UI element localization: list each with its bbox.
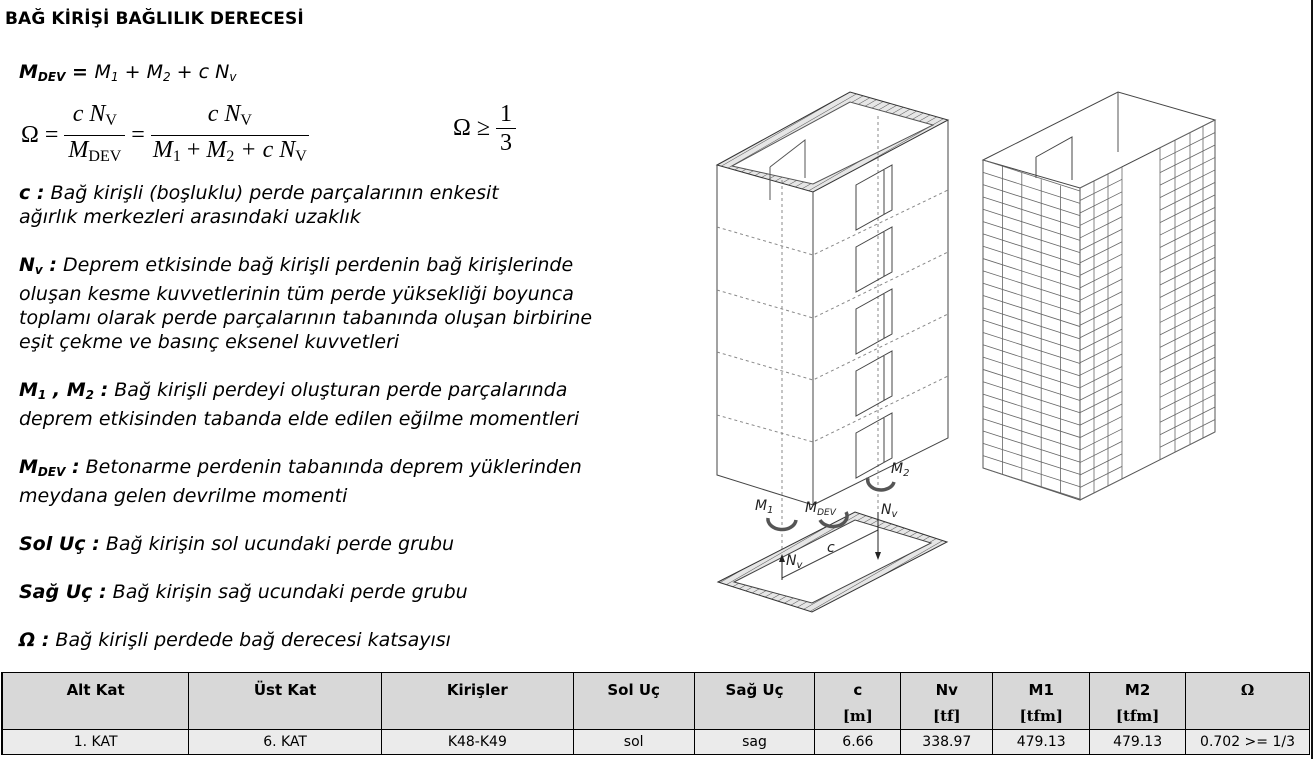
formula-omega-condition: Ω ≥ $\frac{1}{3}$ xyxy=(453,100,516,157)
facade-grid-line xyxy=(1080,454,1122,475)
facade-grid-line xyxy=(1080,192,1122,213)
fraction-1: $\frac{c N_V}{M_{DEV}}$ xyxy=(64,100,125,171)
facade-grid-line xyxy=(1160,232,1215,260)
facade-grid-line xyxy=(1160,270,1215,298)
fraction-2: $\frac{c N_V}{M_1 + M_2 + c N_V}$ xyxy=(151,100,309,171)
facade-grid-line xyxy=(1080,354,1122,375)
facade-grid-line xyxy=(1080,279,1122,300)
facade-grid-line xyxy=(983,185,1080,216)
facade-grid-line xyxy=(1160,407,1215,435)
facade-grid-line xyxy=(1080,292,1122,313)
cell-sol-uc: sol xyxy=(573,730,694,755)
cell-m1: 479.13 xyxy=(993,730,1090,755)
facade-grid-line xyxy=(983,431,1080,462)
cell-ust-kat: 6. KAT xyxy=(189,730,382,755)
facade-grid-line xyxy=(1160,170,1215,198)
header-ust-kat: Üst Kat xyxy=(189,673,382,730)
header-m1: M1 [tfm] xyxy=(993,673,1090,730)
facade-grid-line xyxy=(983,320,1080,351)
cell-c: 6.66 xyxy=(815,730,901,755)
facade-grid-line xyxy=(983,197,1080,228)
formula-mdev: $M_{DEV} = M_1 + M_2 + c$ $N_v$ xyxy=(19,61,237,84)
facade-grid-line xyxy=(1160,395,1215,423)
label-m2: $M_2$ xyxy=(891,461,910,479)
facade-grid-line xyxy=(1080,329,1122,350)
facade-grid-line xyxy=(1080,342,1122,363)
facade-grid-line xyxy=(983,443,1080,474)
facade-grid-line xyxy=(1160,195,1215,223)
header-sol-uc: Sol Uç xyxy=(573,673,694,730)
facade-grid-line xyxy=(1160,282,1215,310)
definition-sol-uc: Sol Uç : Bağ kirişin sol ucundaki perde grubu xyxy=(19,533,455,555)
facade-grid-line xyxy=(1160,382,1215,410)
definition-m1-m2: $M_1$ , $M_2$ : Bağ kirişli perdeyi oluşturan perde parçalarında deprem etkisinden tabanda elde edilen eğilme momentleri xyxy=(19,379,580,430)
facade-grid-line xyxy=(983,419,1080,450)
facade-grid-line xyxy=(983,308,1080,339)
facade-grid-line xyxy=(983,222,1080,253)
header-nv: Nv [tf] xyxy=(901,673,993,730)
header-kirisler: Kirişler xyxy=(381,673,573,730)
left-building-drawing xyxy=(717,92,948,612)
formula-mdev-eq: = xyxy=(65,61,95,83)
facade-grid-line xyxy=(983,369,1080,400)
label-mdev: $M_{DEV}$ xyxy=(805,500,836,518)
facade-grid-line xyxy=(983,332,1080,363)
cell-omega: 0.702 >= 1/3 xyxy=(1186,730,1310,755)
facade-grid-line xyxy=(1160,320,1215,348)
facade-grid-line xyxy=(1160,345,1215,373)
right-building-drawing xyxy=(983,92,1215,500)
cell-kirisler: K48-K49 xyxy=(381,730,573,755)
facade-grid-line xyxy=(1080,479,1122,500)
page-right-border xyxy=(1311,0,1313,759)
facade-grid-line xyxy=(983,246,1080,277)
label-m1: $M_1$ xyxy=(755,498,774,516)
facade-grid-line xyxy=(1160,245,1215,273)
facade-grid-line xyxy=(983,209,1080,240)
facade-grid-line xyxy=(1080,416,1122,437)
cell-sag-uc: sag xyxy=(694,730,815,755)
table-row xyxy=(2,730,1310,755)
facade-grid-line xyxy=(983,357,1080,388)
facade-grid-line xyxy=(1080,429,1122,450)
facade-grid-line xyxy=(1080,242,1122,263)
facade-grid-line xyxy=(1080,204,1122,225)
facade-grid-line xyxy=(1160,370,1215,398)
facade-grid-line xyxy=(1080,404,1122,425)
definitions-list xyxy=(19,181,669,676)
facade-grid-line xyxy=(1160,157,1215,185)
label-nv-bottom: $N_v$ xyxy=(786,553,803,571)
results-table xyxy=(1,672,1310,755)
coupled-shear-wall-figure xyxy=(700,80,1240,620)
facade-grid-line xyxy=(983,468,1080,499)
definition-nv: $N_v$ : Deprem etkisinde bağ kirişli perdenin bağ kirişlerinde oluşan kesme kuvvetlerinin tüm perde yüksekliği boyunca toplamı olarak perde parçalarının tabanında oluşan birbirine eşit çekme ve basınç eksenel kuvvetleri xyxy=(19,254,593,353)
facade-grid-line xyxy=(1080,267,1122,288)
facade-grid-line xyxy=(1160,220,1215,248)
formula-mdev-lhs: $M_{DEV}$ xyxy=(19,61,66,84)
definition-omega: Ω : Bağ kirişli perdede bağ derecesi katsayısı xyxy=(19,629,451,651)
header-c: c [m] xyxy=(815,673,901,730)
label-c: c xyxy=(827,540,835,556)
facade-grid-line xyxy=(1160,145,1215,173)
facade-grid-line xyxy=(1160,357,1215,385)
facade-grid-line xyxy=(983,271,1080,302)
facade-grid-line xyxy=(983,283,1080,314)
facade-grid-line xyxy=(983,394,1080,425)
definition-c: c : Bağ kirişli (boşluklu) perde parçalarının enkesit ağırlık merkezleri arasındaki uzaklık xyxy=(19,182,499,228)
facade-grid-line xyxy=(1160,307,1215,335)
definition-mdev: $M_{DEV}$ : Betonarme perdenin tabanında deprem yüklerinden meydana gelen devrilme momenti xyxy=(19,456,582,507)
facade-grid-line xyxy=(1080,466,1122,487)
facade-grid-line xyxy=(983,234,1080,265)
facade-grid-line xyxy=(1160,420,1215,448)
facade-grid-line xyxy=(1080,317,1122,338)
header-m2: M2 [tfm] xyxy=(1090,673,1186,730)
cell-nv: 338.97 xyxy=(901,730,993,755)
cell-alt-kat: 1. KAT xyxy=(2,730,189,755)
facade-grid-line xyxy=(983,382,1080,413)
facade-grid-line xyxy=(983,259,1080,290)
facade-grid-line xyxy=(1080,217,1122,238)
facade-grid-line xyxy=(1080,379,1122,400)
facade-grid-line xyxy=(1160,332,1215,360)
page-title: BAĞ KİRİŞİ BAĞLILIK DERECESİ xyxy=(5,9,304,29)
facade-grid-line xyxy=(1080,229,1122,250)
facade-grid-line xyxy=(1160,182,1215,210)
facade-grid-line xyxy=(1160,257,1215,285)
header-alt-kat: Alt Kat xyxy=(2,673,189,730)
facade-grid-line xyxy=(1080,441,1122,462)
facade-grid-line xyxy=(1160,207,1215,235)
facade-grid-line xyxy=(983,345,1080,376)
definition-sag-uc: Sağ Uç : Bağ kirişin sağ ucundaki perde grubu xyxy=(19,581,468,603)
facade-grid-line xyxy=(1080,391,1122,412)
table-header-row xyxy=(2,673,1310,730)
facade-grid-line xyxy=(983,456,1080,487)
facade-grid-line xyxy=(1080,367,1122,388)
facade-grid-line xyxy=(1080,254,1122,275)
facade-grid-line xyxy=(1160,295,1215,323)
label-nv-top: $N_v$ xyxy=(881,502,898,520)
header-omega: Ω xyxy=(1186,673,1310,730)
facade-grid-line xyxy=(983,406,1080,437)
facade-grid-line xyxy=(1160,432,1215,460)
facade-grid-line xyxy=(1080,304,1122,325)
formula-omega: Ω = $\frac{c N_V}{M_{DEV}}$ = $\frac{c N_V}{M_1 + M_2 + c N_V}$ xyxy=(21,100,309,171)
facade-grid-line xyxy=(983,296,1080,327)
cell-m2: 479.13 xyxy=(1090,730,1186,755)
header-sag-uc: Sağ Uç xyxy=(694,673,815,730)
